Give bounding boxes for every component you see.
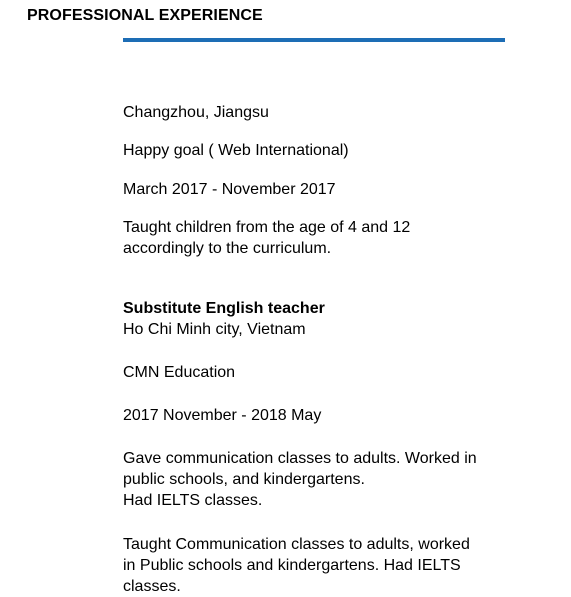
job1-description-line: accordingly to the curriculum. (123, 240, 332, 257)
job1-company: Happy goal ( Web International) (123, 142, 349, 159)
job1-description (123, 217, 543, 259)
section-divider (123, 38, 505, 42)
job2-description-line: public schools, and kindergartens. (123, 471, 365, 488)
job2-description-1 (123, 448, 543, 511)
job2-description-line: classes. (123, 578, 181, 595)
job2-description-2 (123, 534, 543, 597)
job2-dates: 2017 November - 2018 May (123, 407, 322, 424)
job2-description-line: Had IELTS classes. (123, 492, 263, 509)
job2-location: Ho Chi Minh city, Vietnam (123, 321, 306, 338)
job1-dates: March 2017 - November 2017 (123, 181, 336, 198)
job2-company: CMN Education (123, 364, 236, 381)
job2-title: Substitute English teacher (123, 300, 325, 317)
job1-location: Changzhou, Jiangsu (123, 104, 269, 121)
section-title: PROFESSIONAL EXPERIENCE (27, 7, 263, 24)
job2-description-line: Taught Communication classes to adults, worked (123, 536, 470, 553)
job1-description-line: Taught children from the age of 4 and 12 (123, 219, 411, 236)
job2-description-line: in Public schools and kindergartens. Had IELTS (123, 557, 461, 574)
job2-description-line: Gave communication classes to adults. Worked in (123, 450, 477, 467)
